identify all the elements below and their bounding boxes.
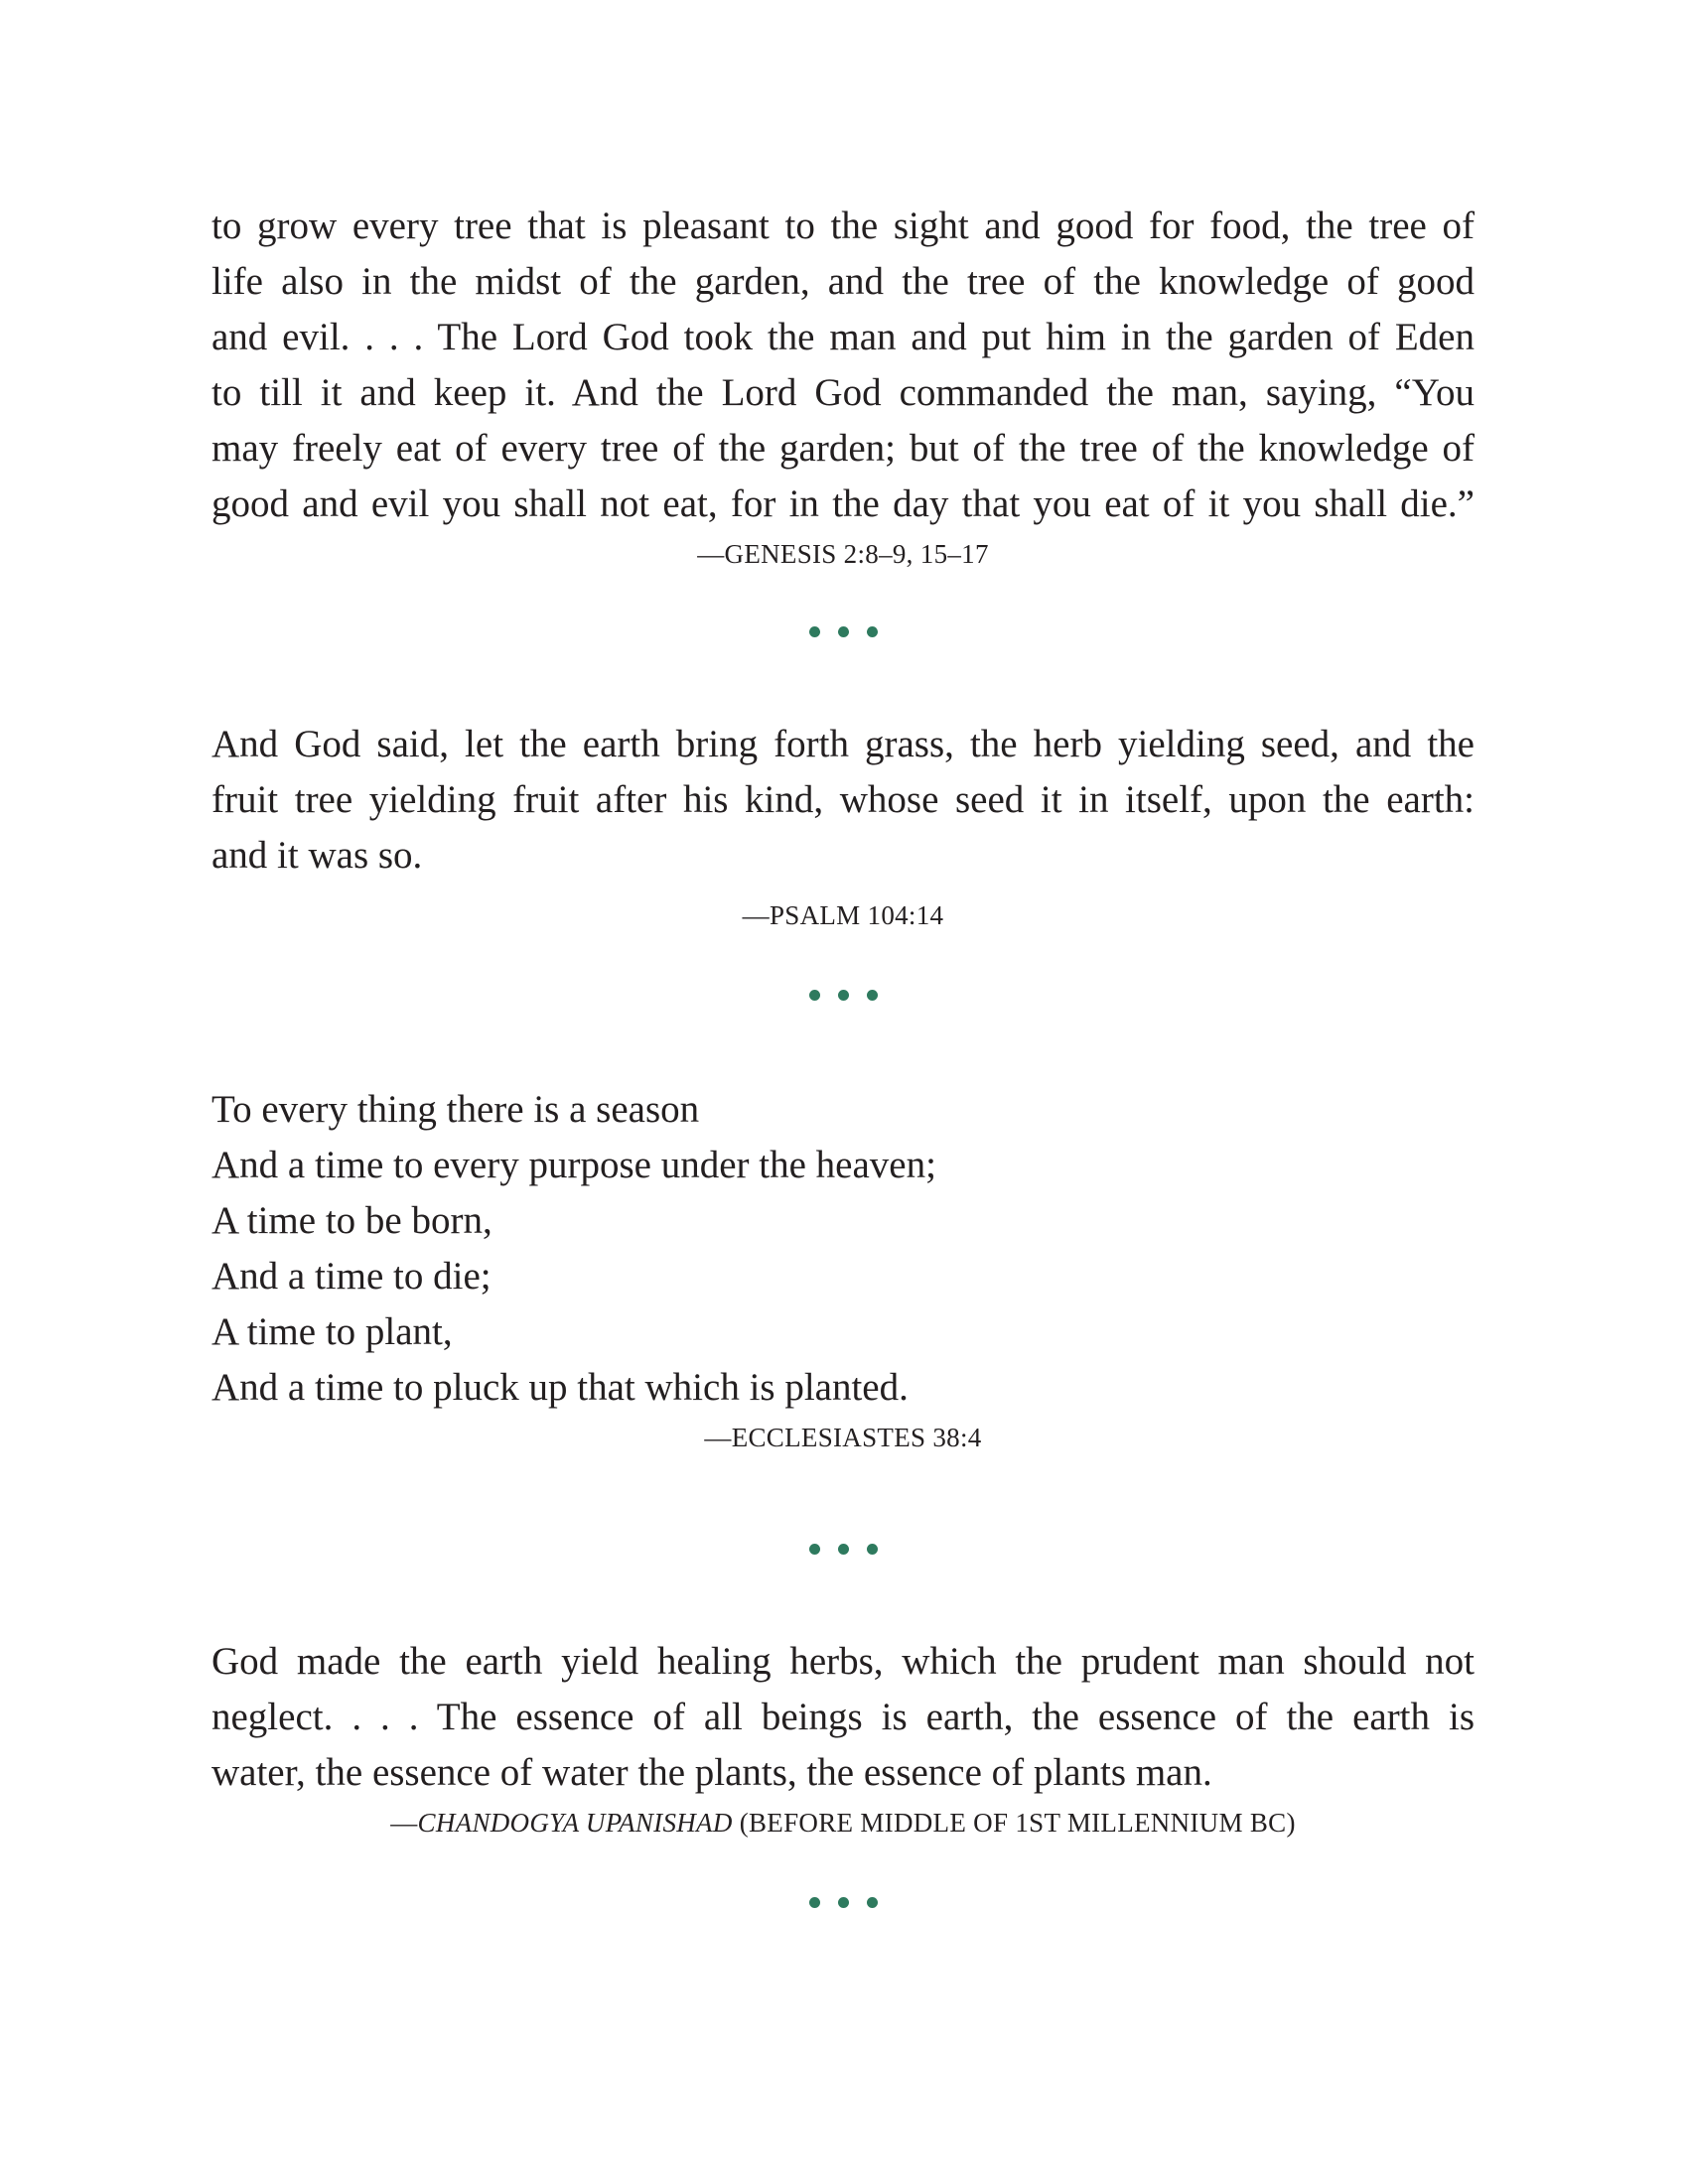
genesis-passage [211, 199, 1475, 574]
divider-dot-icon [809, 626, 820, 637]
verse-line: To every thing there is a season [211, 1088, 700, 1131]
text-line: to till it and keep it. And the Lord God commanded the man, saying, “You [211, 371, 1475, 414]
citation-dash: — [390, 1808, 418, 1838]
divider-dot-icon [867, 1544, 878, 1555]
text-line: may freely eat of every tree of the garden; but of the tree of the knowledge of [211, 427, 1475, 470]
divider-dot-icon [838, 626, 849, 637]
divider-dot-icon [838, 990, 849, 1001]
ecclesiastes-citation: —ECCLESIASTES 38:4 [704, 1423, 982, 1452]
divider-dot-icon [867, 626, 878, 637]
psalm-citation: —PSALM 104:14 [742, 900, 944, 930]
section-divider [211, 1541, 1475, 1557]
text-line: And God said, let the earth bring forth grass, the herb yielding seed, and the [211, 723, 1475, 765]
divider-dot-icon [809, 1544, 820, 1555]
text-line: to grow every tree that is pleasant to the sight and good for food, the tree of [211, 205, 1475, 247]
divider-dot-icon [809, 990, 820, 1001]
section-divider [211, 623, 1475, 639]
verse-line: And a time to pluck up that which is planted. [211, 1366, 909, 1409]
text-line: fruit tree yielding fruit after his kind, whose seed it in itself, upon the earth: [211, 778, 1475, 821]
text-line: neglect. . . . The essence of all beings is earth, the essence of the earth is [211, 1696, 1475, 1738]
ecclesiastes-passage [211, 1082, 1475, 1457]
divider-dot-icon [867, 1897, 878, 1908]
psalm-passage [211, 717, 1475, 935]
upanishad-text [211, 1634, 1475, 1801]
verse-line: And a time to every purpose under the heaven; [211, 1144, 936, 1186]
section-divider [211, 987, 1475, 1003]
text-line: water, the essence of water the plants, the essence of plants man. [211, 1751, 1212, 1794]
page-content [211, 199, 1475, 1910]
divider-dot-icon [867, 990, 878, 1001]
text-line: good and evil you shall not eat, for in the day that you eat of it you shall die.” [211, 482, 1475, 525]
upanishad-citation [211, 1803, 1475, 1843]
genesis-text [211, 199, 1475, 532]
text-line: and it was so. [211, 834, 423, 877]
text-line: God made the earth yield healing herbs, which the prudent man should not [211, 1640, 1475, 1683]
divider-dot-icon [838, 1544, 849, 1555]
citation-work-title: CHANDOGYA UPANISHAD [417, 1808, 733, 1838]
verse-line: And a time to die; [211, 1255, 492, 1297]
verse-line: A time to be born, [211, 1199, 492, 1242]
divider-dot-icon [809, 1897, 820, 1908]
genesis-citation: —GENESIS 2:8–9, 15–17 [697, 539, 989, 569]
text-line: and evil. . . . The Lord God took the man and put him in the garden of Eden [211, 316, 1475, 358]
citation-date: (BEFORE MIDDLE OF 1ST MILLENNIUM BC) [732, 1808, 1296, 1838]
text-line: life also in the midst of the garden, and the tree of the knowledge of good [211, 260, 1475, 303]
upanishad-passage [211, 1634, 1475, 1843]
section-divider [211, 1894, 1475, 1910]
verse-line: A time to plant, [211, 1310, 453, 1353]
psalm-text [211, 717, 1475, 884]
divider-dot-icon [838, 1897, 849, 1908]
ecclesiastes-text [211, 1082, 1475, 1416]
